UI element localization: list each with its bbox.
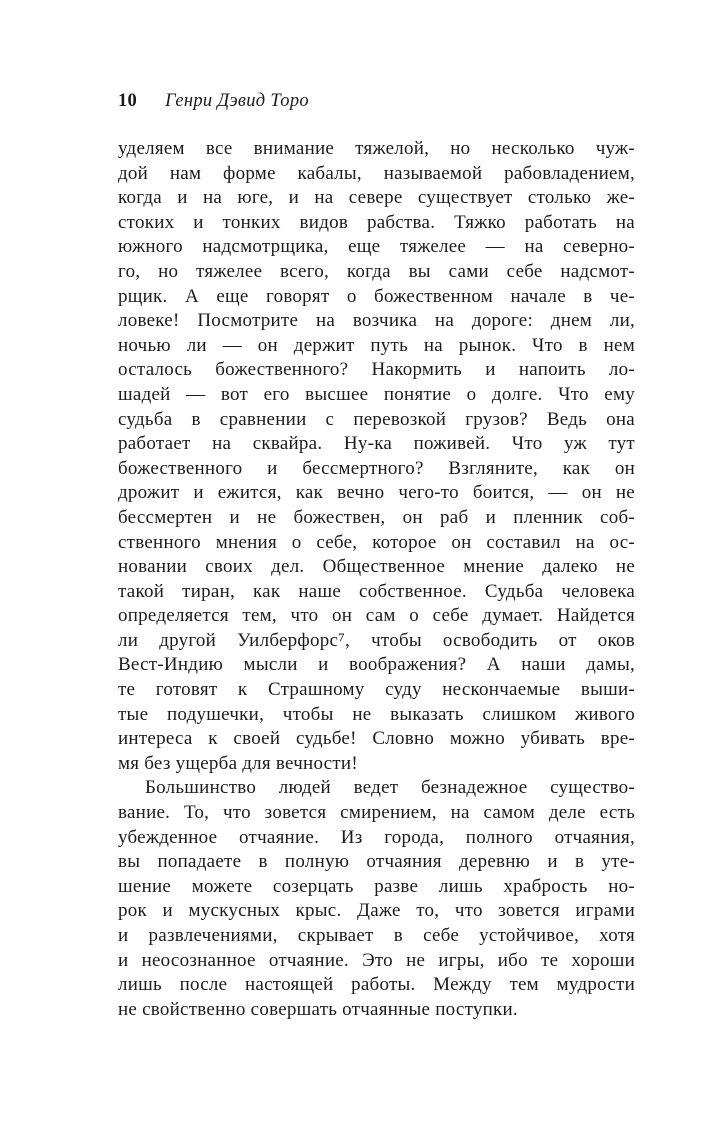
- text-line: новании своих дел. Общественное мнение далеко не: [118, 556, 635, 578]
- running-title: Генри Дэвид Торо: [165, 91, 309, 111]
- text-line: мя без ущерба для вечности!: [118, 752, 358, 774]
- text-line: убежденное отчаяние. Из города, полного отчаяния,: [118, 826, 635, 848]
- text-line: дой нам форме кабалы, называемой рабовладением,: [118, 162, 635, 184]
- text-line: южного надсмотрщика, еще тяжелее — на северно-: [118, 236, 635, 258]
- text-line: судьба в сравнении с перевозкой грузов? Ведь она: [118, 408, 635, 430]
- text-line: и неосознанное отчаяние. Это не игры, ибо те хороши: [118, 949, 635, 971]
- text-line: такой тиран, как наше собственное. Судьба человека: [118, 580, 635, 602]
- page-body: [118, 137, 635, 1022]
- text-line: когда и на юге, и на севере существует столько же-: [118, 187, 635, 209]
- text-line: шадей — вот его высшее понятие о долге. Что ему: [118, 383, 635, 405]
- text-line: те готовят к Страшному суду нескончаемые выши-: [118, 679, 635, 701]
- text-line: бессмертен и не божествен, он раб и пленник соб-: [118, 506, 635, 528]
- text-line: ственного мнения о себе, которое он составил на ос-: [118, 531, 635, 553]
- text-line: осталось божественного? Накормить и напоить ло-: [118, 359, 635, 381]
- text-line: стоких и тонких видов рабства. Тяжко работать на: [118, 211, 635, 233]
- text-line: не свойственно совершать отчаянные поступки.: [118, 998, 518, 1020]
- text-line: рщик. А еще говорят о божественном начале в че-: [118, 285, 635, 307]
- page-number: 10: [118, 91, 138, 111]
- text-line: шение можете созерцать разве лишь храбрость но-: [118, 875, 635, 897]
- text-line: интереса к своей судьбе! Словно можно убивать вре-: [118, 728, 635, 750]
- text-line: определяется тем, что он сам о себе думает. Найдется: [118, 605, 635, 627]
- text-line: вание. То, что зовется смирением, на самом деле есть: [118, 802, 635, 824]
- text-line: лишь после настоящей работы. Между тем мудрости: [118, 974, 635, 996]
- text-line: божественного и бессмертного? Взгляните, как он: [118, 457, 635, 479]
- text-line: работает на сквайра. Ну-ка поживей. Что уж тут: [118, 433, 635, 455]
- text-line: тые подушечки, чтобы не выказать слишком живого: [118, 703, 635, 725]
- running-head: [118, 91, 635, 112]
- text-line: ночью ли — он держит путь на рынок. Что в нем: [118, 334, 635, 356]
- text-line: ловеке! Посмотрите на возчика на дороге: днем ли,: [118, 310, 635, 332]
- text-line: Вест-Индию мысли и воображения? А наши дамы,: [118, 654, 635, 676]
- text-line: го, но тяжелее всего, когда вы сами себе надсмот-: [118, 260, 635, 282]
- text-line: рок и мускусных крыс. Даже то, что зовется играми: [118, 900, 635, 922]
- text-line: уделяем все внимание тяжелой, но несколько чуж-: [118, 138, 635, 159]
- text-line: и развлечениями, скрывает в себе устойчивое, хотя: [118, 925, 635, 946]
- text-line: вы попадаете в полную отчаяния деревню и в уте-: [118, 851, 635, 873]
- text-line: ли другой Уилберфорс⁷, чтобы освободить от оков: [118, 629, 635, 651]
- text-line: дрожит и ежится, как вечно чего-то боится, — он не: [118, 482, 635, 504]
- text-line: Большинство людей ведет безнадежное существо-: [145, 777, 635, 799]
